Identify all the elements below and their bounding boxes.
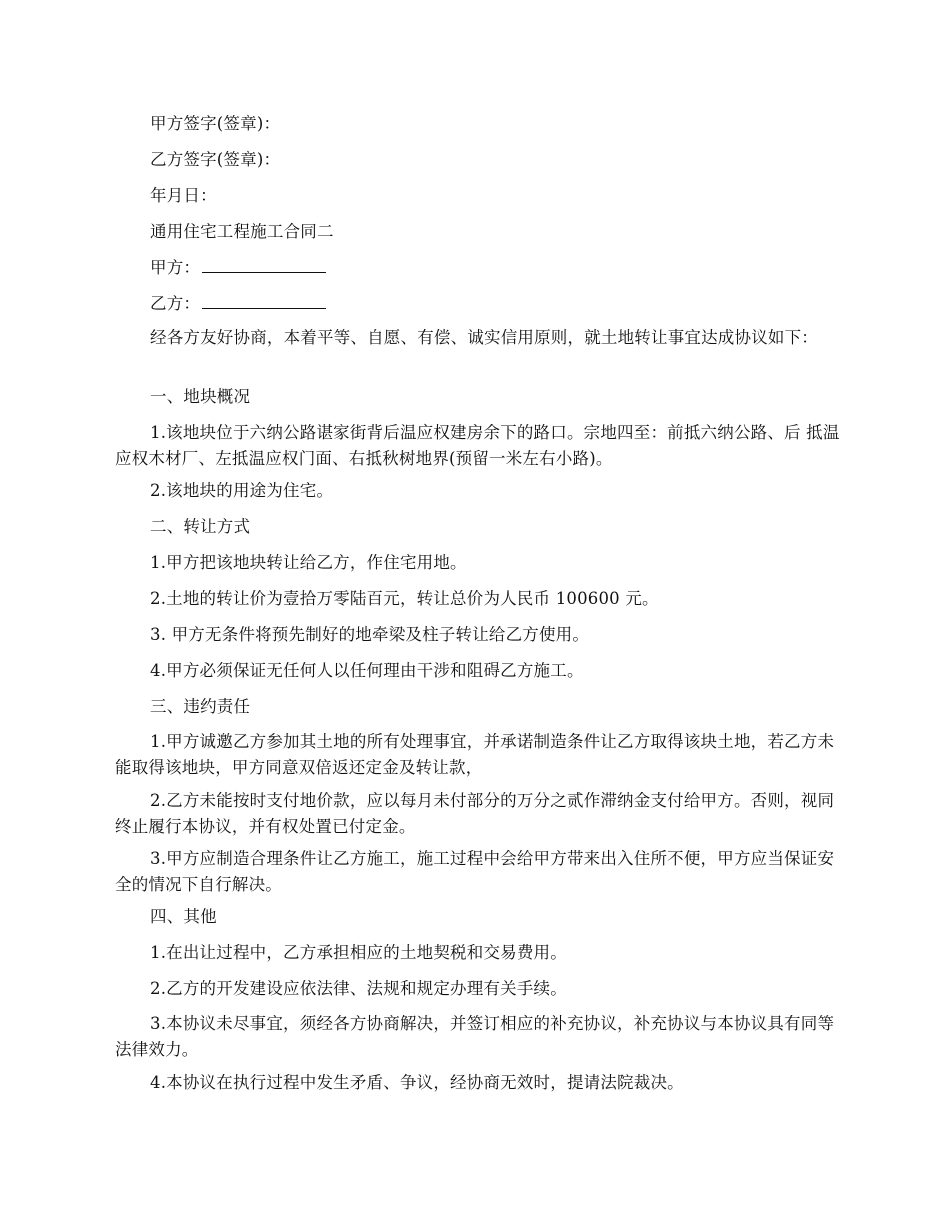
section-1-item-2: 2.该地块的用途为住宅。 [150, 481, 334, 500]
section-2-item-3: 3. 甲方无条件将预先制好的地牵梁及柱子转让给乙方使用。 [150, 625, 590, 644]
section-2-item-1: 1.甲方把该地块转让给乙方，作住宅用地。 [150, 553, 467, 572]
section-4-item-3: 3.本协议未尽事宜，须经各方协商解决，并签订相应的补充协议，补充协议与本协议具有同等法律效力。 [115, 1014, 835, 1059]
section-4-item-4: 4.本协议在执行过程中发生矛盾、争议，经协商无效时，提请法院裁决。 [150, 1073, 684, 1092]
intro-paragraph: 经各方友好协商，本着平等、自愿、有偿、诚实信用原则，就土地转让事宜达成协议如下： [150, 328, 818, 347]
section-4-item-2: 2.乙方的开发建设应依法律、法规和规定办理有关手续。 [150, 979, 567, 998]
section-1-item-1: 1.该地块位于六纳公路谌家街背后温应权建房余下的路口。宗地四至：前抵六纳公路、后 抵温应权木材厂、左抵温应权门面、右抵秋树地界(预留一米左右小路)。 [115, 423, 840, 468]
section-1-heading: 一、地块概况 [150, 387, 251, 406]
section-2-item-2: 2.土地的转让价为壹拾万零陆百元，转让总价为人民币 100600 元。 [150, 589, 659, 608]
party-a-blank [202, 256, 326, 273]
party-a-signature-line: 甲方签字(签章)： [150, 114, 281, 133]
party-b-label: 乙方： [150, 294, 201, 313]
party-b-signature-line: 乙方签字(签章)： [150, 150, 281, 169]
section-2-heading: 二、转让方式 [150, 517, 251, 536]
date-line: 年月日： [150, 186, 217, 205]
party-b-blank [202, 292, 326, 309]
section-3-item-3: 3.甲方应制造合理条件让乙方施工，施工过程中会给甲方带来出入住所不便，甲方应当保证安全的情况下自行解决。 [115, 849, 835, 894]
section-3-item-2: 2.乙方未能按时支付地价款，应以每月未付部分的万分之贰作滞纳金支付给甲方。否则，视同终止履行本协议，并有权处置已付定金。 [115, 791, 835, 836]
section-2-item-4: 4.甲方必须保证无任何人以任何理由干涉和阻碍乙方施工。 [150, 661, 584, 680]
section-3-item-1: 1.甲方诚邀乙方参加其土地的所有处理事宜，并承诺制造条件让乙方取得该块土地，若乙方未能取得该地块，甲方同意双倍返还定金及转让款， [115, 732, 835, 777]
party-b-line [115, 291, 840, 317]
party-a-label: 甲方： [150, 258, 201, 277]
party-a-line [115, 255, 840, 281]
section-3-heading: 三、违约责任 [150, 697, 251, 716]
document-title: 通用住宅工程施工合同二 [150, 222, 334, 241]
section-4-heading: 四、其他 [150, 907, 217, 926]
section-4-item-1: 1.在出让过程中，乙方承担相应的土地契税和交易费用。 [150, 943, 567, 962]
